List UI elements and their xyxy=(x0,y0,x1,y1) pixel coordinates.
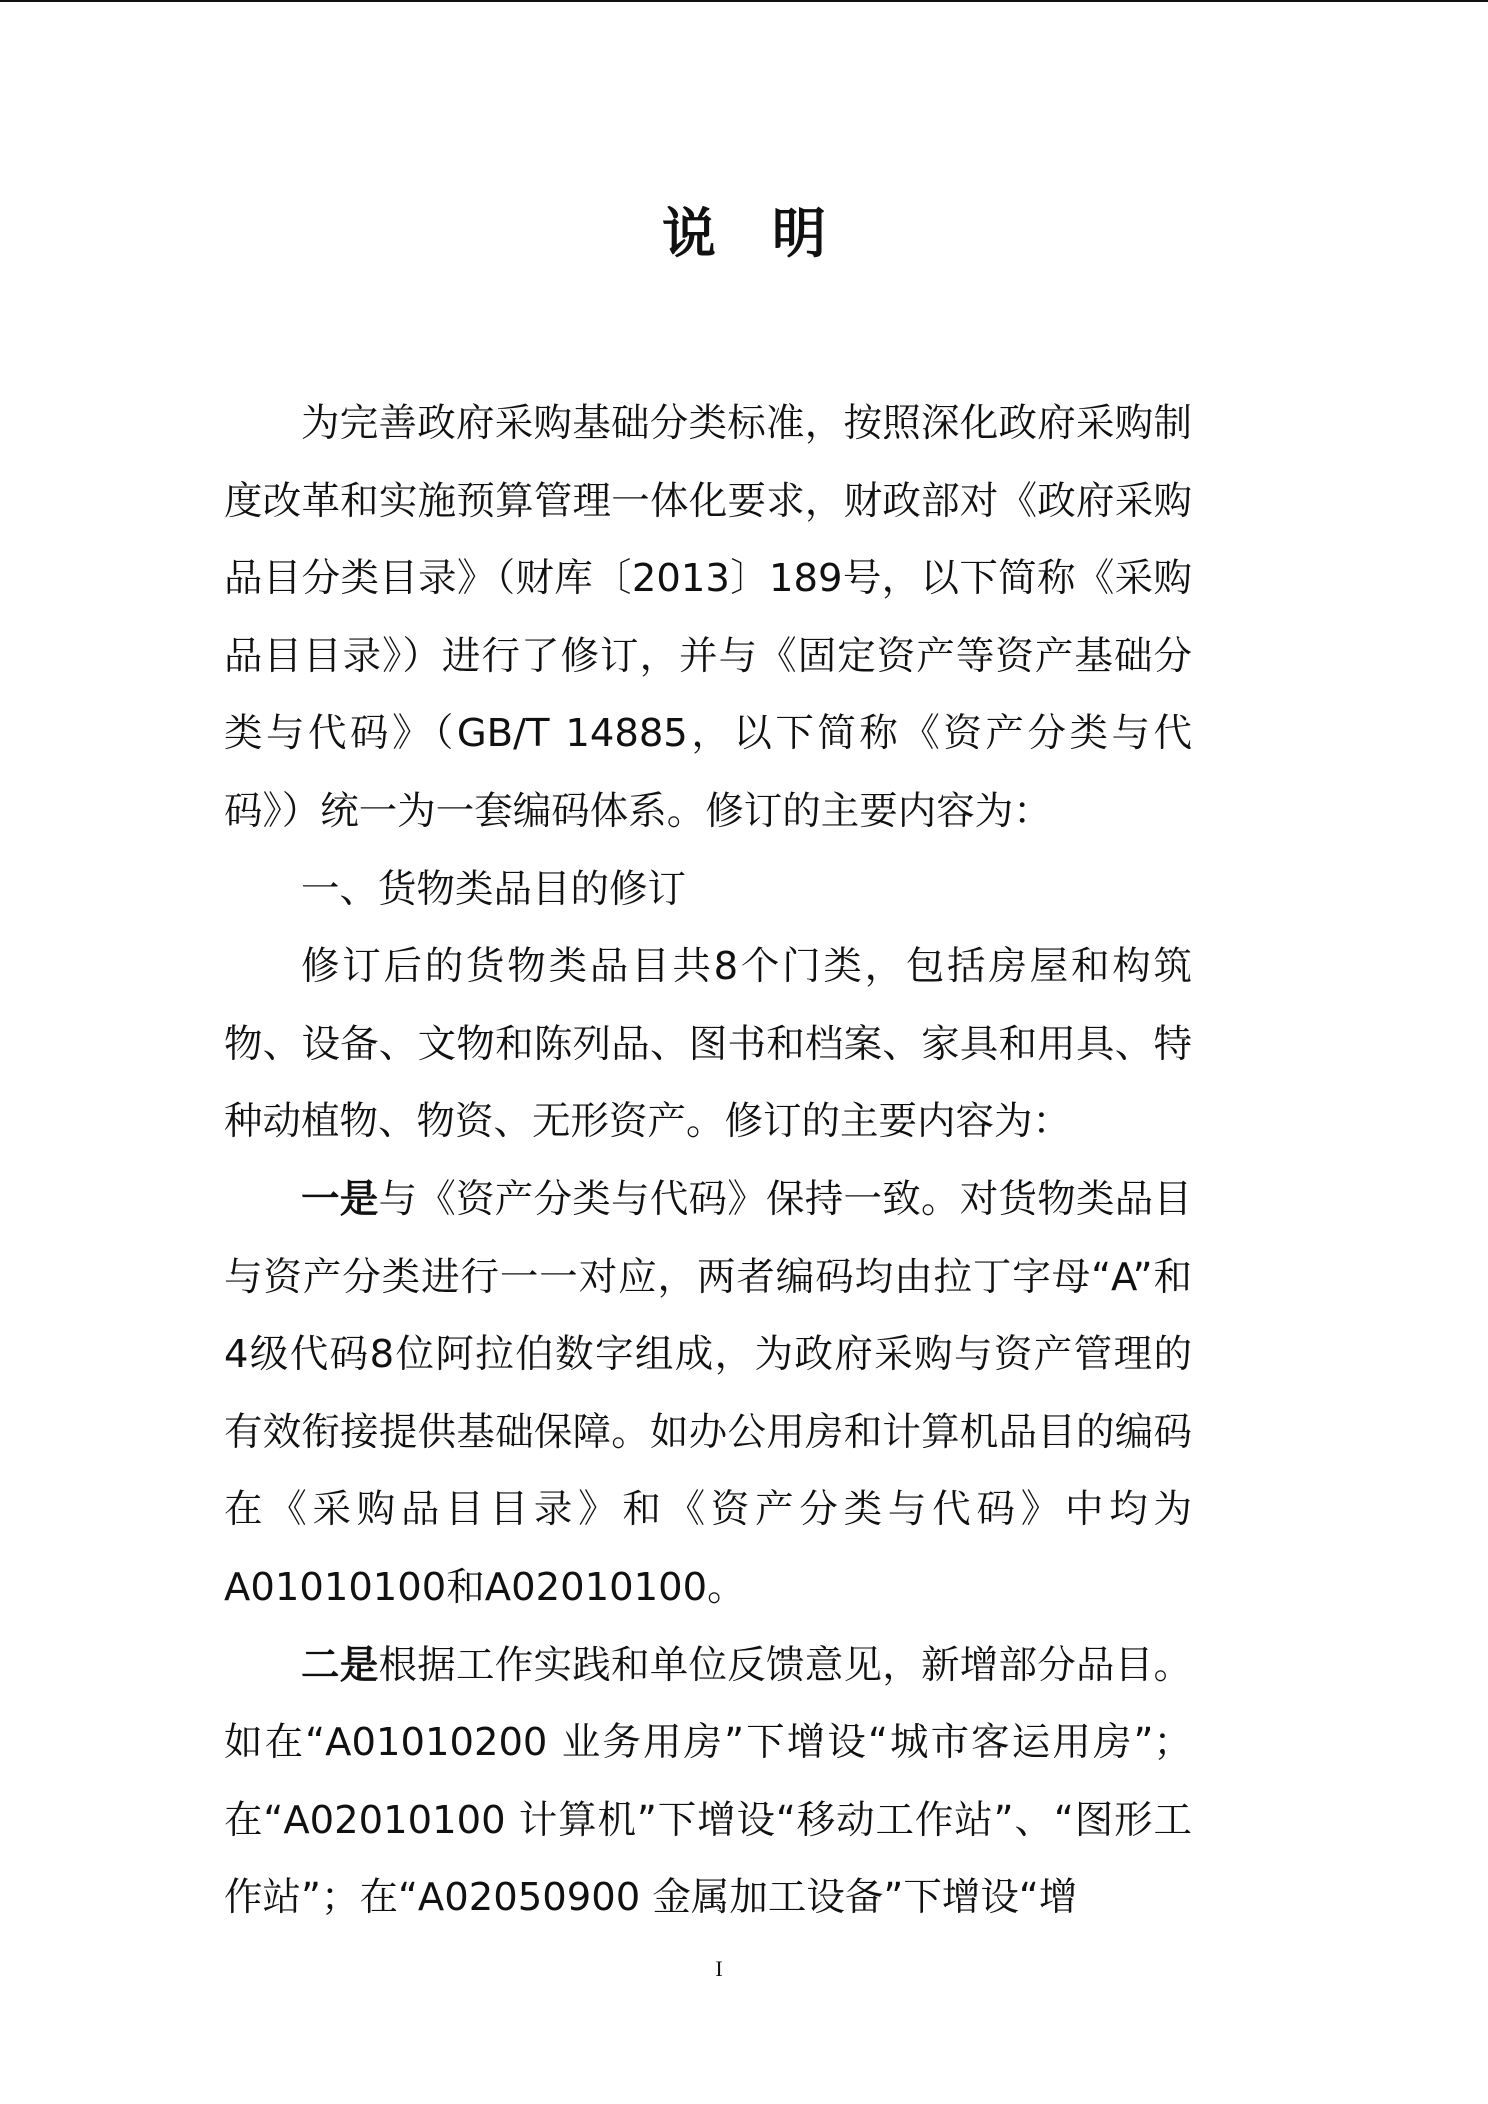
point-one-text: 与《资产分类与代码》保持一致。对货物类品目与资产分类进行一一对应，两者编码均由拉丁字母“A”和4级代码8位阿拉伯数字组成，为政府采购与资产管理的有效衔接提供基础保障。如办公用房和计算机品目的编码在《采购品目目录》和《资产分类与代码》中均为A01010100和A02010100。 xyxy=(224,1176,1192,1610)
point-two-paragraph xyxy=(224,1627,1192,1937)
document-body xyxy=(224,385,1192,1937)
page-title: 说明 xyxy=(662,201,882,265)
section-heading-goods: 一、货物类品目的修订 xyxy=(301,866,687,912)
intro-paragraph: 为完善政府采购基础分类标准，按照深化政府采购制度改革和实施预算管理一体化要求，财政部对《政府采购品目分类目录》（财库〔2013〕189号，以下简称《采购品目目录》）进行了修订，并与《固定资产等资产基础分类与代码》（GB/T 14885，以下简称《资产分类与代码》）统一为一套编码体系。修订的主要内容为： xyxy=(224,401,1192,834)
page-number: I xyxy=(715,1956,723,1981)
point-two-lead: 二是 xyxy=(301,1642,379,1688)
top-border-line xyxy=(0,0,1488,2)
point-two-text: 根据工作实践和单位反馈意见，新增部分品目。如在“A01010200 业务用房”下增设“城市客运用房”；在“A02010100 计算机”下增设“移动工作站”、“图形工作站”；在“A02050900 金属加工设备”下增设“增 xyxy=(224,1642,1192,1921)
section-paragraph-goods: 修订后的货物类品目共8个门类，包括房屋和构筑物、设备、文物和陈列品、图书和档案、家具和用具、特种动植物、物资、无形资产。修订的主要内容为： xyxy=(224,944,1192,1145)
point-one-lead: 一是 xyxy=(301,1176,379,1222)
point-one-paragraph xyxy=(224,1161,1192,1627)
